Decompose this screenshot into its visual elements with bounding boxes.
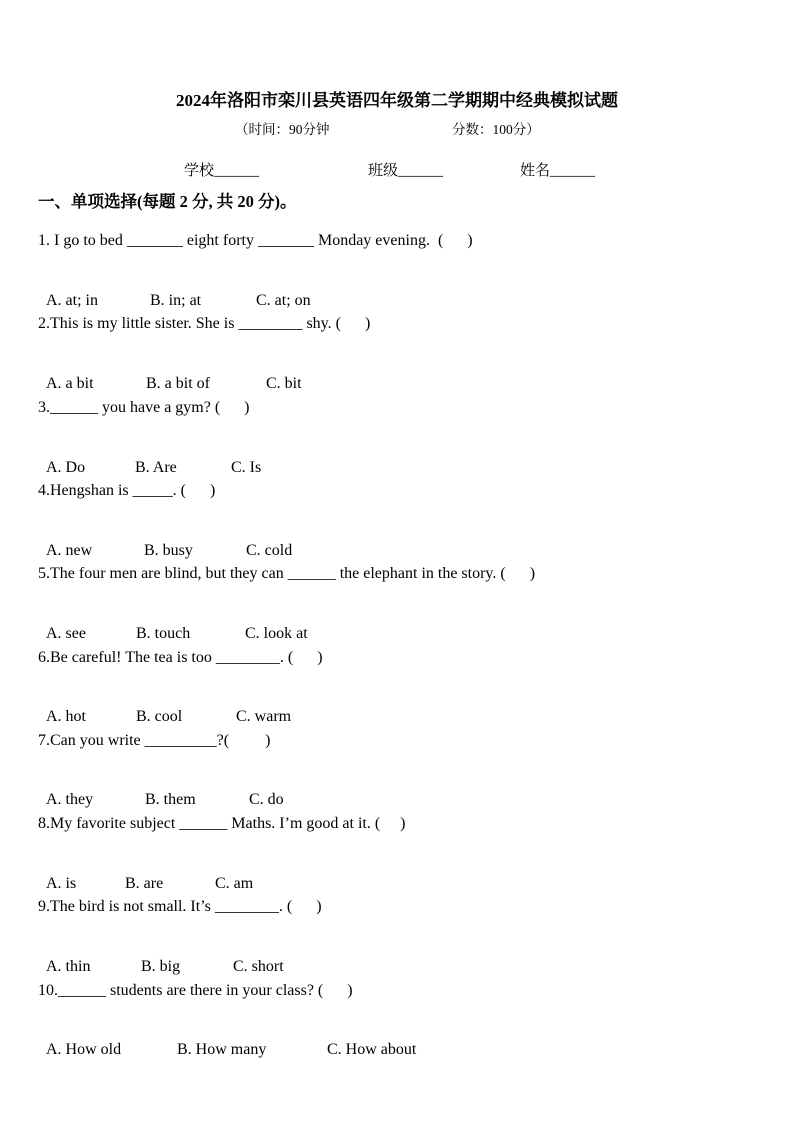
options-8 — [38, 857, 253, 893]
option-b: B. Are — [135, 459, 177, 476]
exam-title: 2024年洛阳市栾川县英语四年级第二学期期中经典模拟试题 — [176, 91, 618, 110]
question-6: 6.Be careful! The tea is too ________. ( ) — [38, 649, 323, 666]
exam-time: （时间：90分钟 — [235, 122, 330, 137]
option-c: C. at; on — [256, 292, 311, 309]
options-3 — [38, 441, 261, 477]
option-b: B. in; at — [150, 292, 202, 309]
school-field: 学校______ — [184, 163, 260, 179]
option-b: B. them — [145, 791, 196, 808]
option-a: A. thin — [46, 958, 91, 975]
question-1: 1. I go to bed _______ eight forty _______ Monday evening. ( ) — [38, 232, 473, 249]
option-a: A. hot — [46, 708, 86, 725]
option-b: B. a bit of — [146, 375, 210, 392]
option-c: C. look at — [245, 625, 308, 642]
option-c: C. am — [215, 875, 254, 892]
options-5 — [38, 607, 308, 643]
option-b: B. are — [125, 875, 164, 892]
question-2: 2.This is my little sister. She is ________ shy. ( ) — [38, 315, 371, 332]
options-2 — [38, 357, 302, 393]
section-title: 一、单项选择(每题 2 分, 共 20 分)。 — [38, 192, 297, 211]
option-c: C. How about — [327, 1041, 417, 1058]
options-6 — [38, 690, 291, 726]
option-b: B. touch — [136, 625, 191, 642]
option-a: A. at; in — [46, 292, 98, 309]
option-a: A. is — [46, 875, 77, 892]
question-9: 9.The bird is not small. It’s ________. ( ) — [38, 898, 322, 915]
class-field: 班级______ — [368, 163, 444, 179]
options-4 — [38, 524, 292, 560]
option-c: C. Is — [231, 459, 262, 476]
option-a: A. a bit — [46, 375, 94, 392]
question-5: 5.The four men are blind, but they can ______ the elephant in the story. ( ) — [38, 565, 536, 582]
option-a: A. they — [46, 791, 94, 808]
option-b: B. How many — [177, 1041, 267, 1058]
options-7 — [38, 773, 284, 809]
option-c: C. do — [249, 791, 284, 808]
options-9 — [38, 940, 284, 976]
option-c: C. bit — [266, 375, 302, 392]
option-c: C. cold — [246, 542, 293, 559]
question-4: 4.Hengshan is _____. ( ) — [38, 482, 216, 499]
options-10 — [38, 1023, 416, 1059]
option-c: C. short — [233, 958, 284, 975]
option-c: C. warm — [236, 708, 292, 725]
exam-score: 分数：100分） — [452, 122, 540, 137]
option-a: A. see — [46, 625, 86, 642]
options-1 — [38, 274, 311, 310]
question-7: 7.Can you write _________?( ) — [38, 732, 271, 749]
option-a: A. Do — [46, 459, 86, 476]
question-10: 10.______ students are there in your class? ( ) — [38, 982, 353, 999]
option-b: B. big — [141, 958, 181, 975]
option-a: A. new — [46, 542, 93, 559]
option-b: B. cool — [136, 708, 183, 725]
option-b: B. busy — [144, 542, 193, 559]
name-field: 姓名______ — [520, 163, 596, 179]
question-3: 3.______ you have a gym? ( ) — [38, 399, 250, 416]
question-8: 8.My favorite subject ______ Maths. I’m good at it. ( ) — [38, 815, 406, 832]
option-a: A. How old — [46, 1041, 122, 1058]
